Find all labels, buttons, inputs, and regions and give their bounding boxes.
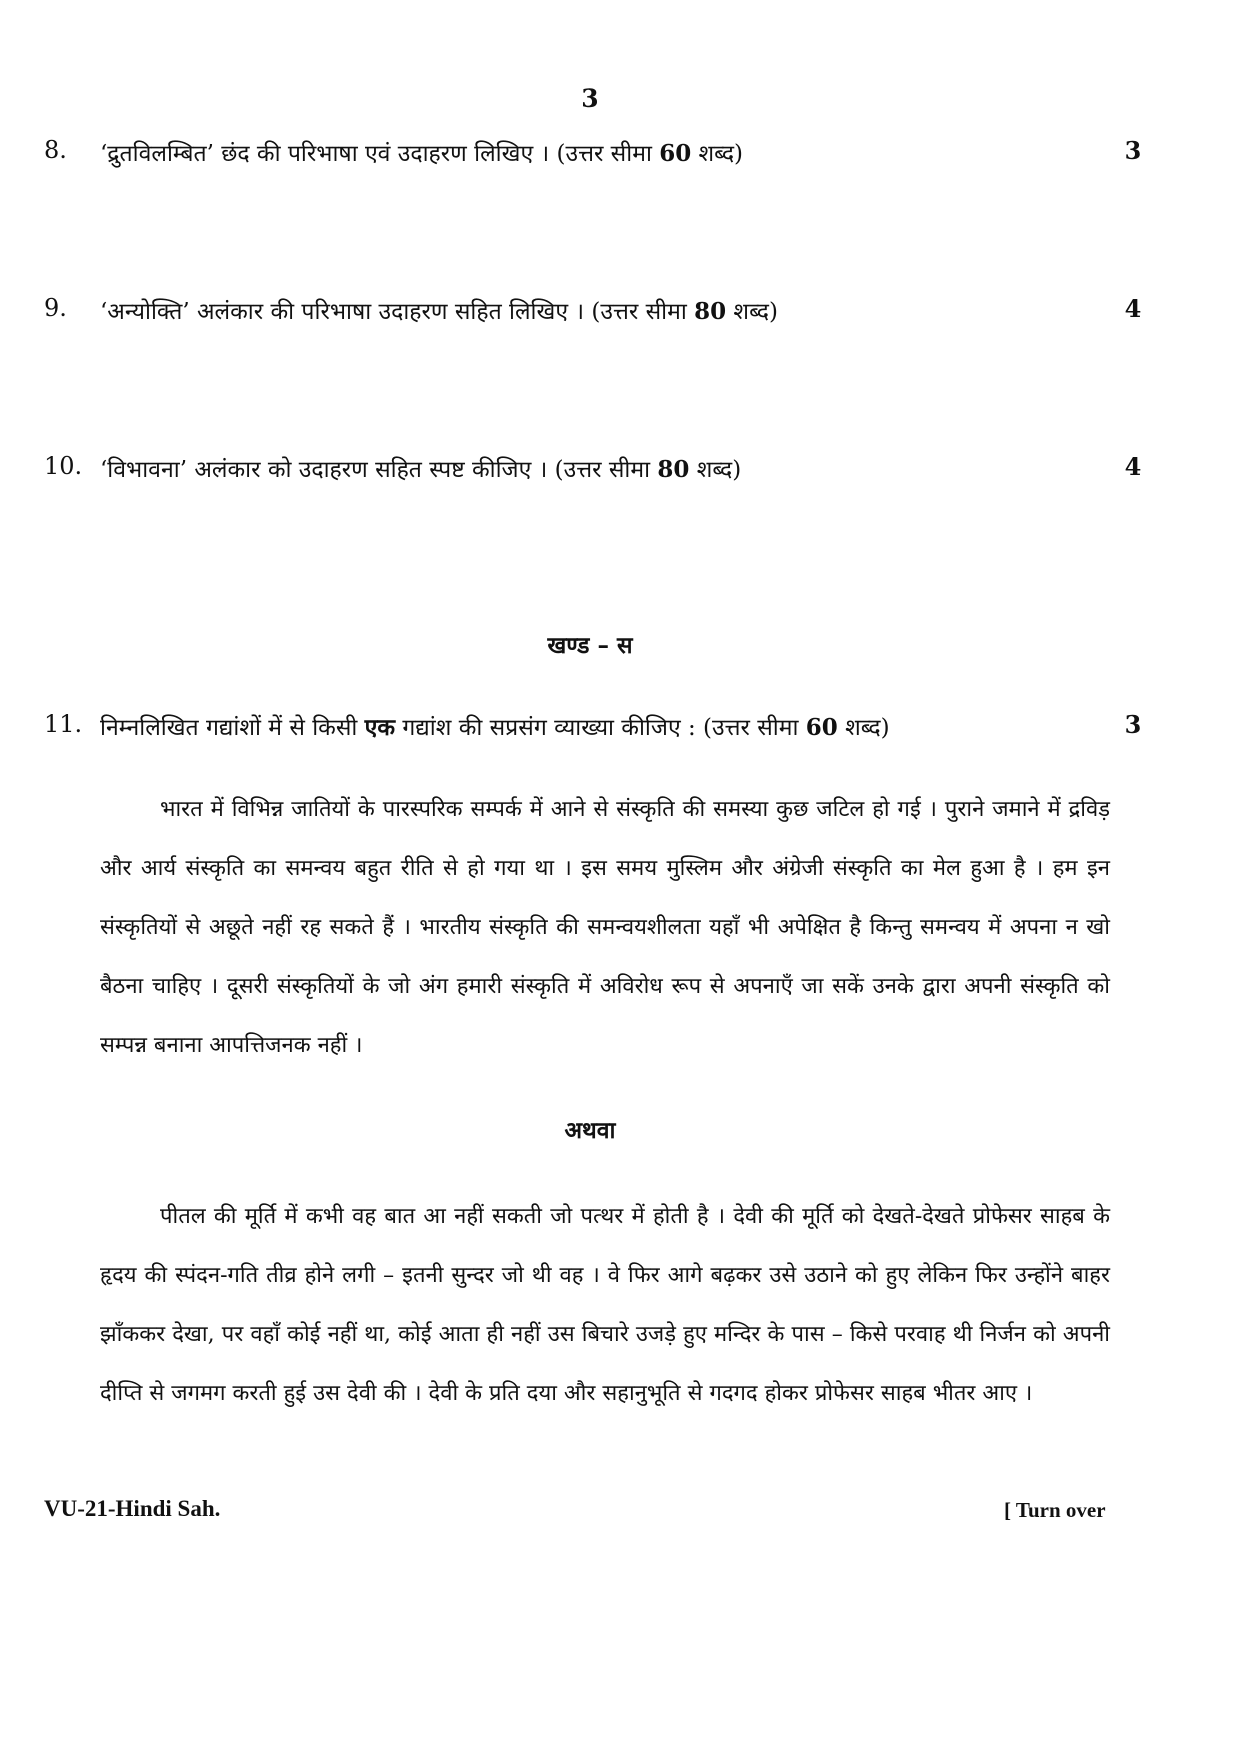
question-8-number: 8. bbox=[44, 136, 67, 164]
question-8-text-pre: ‘द्रुतविलम्बित’ छंद की परिभाषा एवं उदाहरण लिखिए । (उत्तर सीमा bbox=[100, 141, 660, 167]
paper-code: VU-21-Hindi Sah. bbox=[44, 1496, 221, 1521]
question-11-text-pre: निम्नलिखित गद्यांशों में से किसी bbox=[100, 715, 365, 741]
question-8-text bbox=[100, 136, 743, 168]
question-10-text-pre: ‘विभावना’ अलंकार को उदाहरण सहित स्पष्ट कीजिए । (उत्तर सीमा bbox=[100, 457, 658, 483]
question-11-emphasis: एक bbox=[364, 714, 396, 741]
question-10-marks: 4 bbox=[1124, 452, 1142, 481]
question-9-text-pre: ‘अन्योक्ति’ अलंकार की परिभाषा उदाहरण सहित लिखिए । (उत्तर सीमा bbox=[100, 299, 695, 325]
question-10-text bbox=[100, 452, 741, 484]
passage-two: पीतल की मूर्ति में कभी वह बात आ नहीं सकती जो पत्थर में होती है । देवी की मूर्ति को देखते-देखते प्रोफेसर साहब के हृदय की स्पंदन-गति तीव्र होने लगी – इतनी सुन्दर जो थी वह । वे फिर आगे बढ़कर उसे उठाने को हुए लेकिन फिर उन्होंने बाहर झाँककर देखा, पर वहाँ कोई नहीं था, कोई आता ही नहीं उस बिचारे उजड़े हुए मन्दिर के पास – किसे परवाह थी निर्जन को अपनी दीप्ति से जगमग करती हुई उस देवी की । देवी के प्रति दया और सहानुभूति से गदगद होकर प्रोफेसर साहब भीतर आए । bbox=[100, 1204, 1110, 1406]
question-8-marks: 3 bbox=[1124, 136, 1142, 165]
question-11-word-limit: 60 bbox=[805, 714, 838, 741]
question-9-number: 9. bbox=[44, 294, 67, 322]
question-11-text-mid: गद्यांश की सप्रसंग व्याख्या कीजिए : (उत्तर सीमा bbox=[395, 715, 806, 741]
section-heading: खण्ड – स bbox=[547, 632, 633, 659]
question-8-word-limit: 60 bbox=[659, 140, 692, 167]
question-11-number: 11. bbox=[44, 710, 83, 738]
or-label: अथवा bbox=[564, 1117, 616, 1144]
passage-one: भारत में विभिन्न जातियों के पारस्परिक सम्पर्क में आने से संस्कृति की समस्या कुछ जटिल हो गई । पुराने जमाने में द्रविड़ और आर्य संस्कृति का समन्वय बहुत रीति से हो गया था । इस समय मुस्लिम और अंग्रेजी संस्कृति का मेल हुआ है । हम इन संस्कृतियों से अछूते नहीं रह सकते हैं । भारतीय संस्कृति की समन्वयशीलता यहाँ भी अपेक्षित है किन्तु समन्वय में अपना न खो बैठना चाहिए । दूसरी संस्कृतियों के जो अंग हमारी संस्कृति में अविरोध रूप से अपनाएँ जा सकें उनके द्वारा अपनी संस्कृति को सम्पन्न बनाना आपत्तिजनक नहीं । bbox=[100, 797, 1110, 1058]
question-8-text-post: शब्द) bbox=[691, 141, 744, 167]
turn-over-label: [ Turn over bbox=[1004, 1498, 1106, 1522]
question-10-text-post: शब्द) bbox=[689, 457, 742, 483]
question-9-word-limit: 80 bbox=[694, 298, 727, 325]
question-9-text bbox=[100, 294, 778, 326]
question-11-text bbox=[100, 710, 890, 742]
question-10-word-limit: 80 bbox=[657, 456, 690, 483]
question-9-marks: 4 bbox=[1124, 294, 1142, 323]
question-11-marks: 3 bbox=[1124, 710, 1142, 739]
question-10-number: 10. bbox=[44, 452, 83, 480]
question-11-text-post: शब्द) bbox=[837, 715, 890, 741]
question-9-text-post: शब्द) bbox=[726, 299, 778, 325]
page-number: 3 bbox=[581, 84, 599, 113]
